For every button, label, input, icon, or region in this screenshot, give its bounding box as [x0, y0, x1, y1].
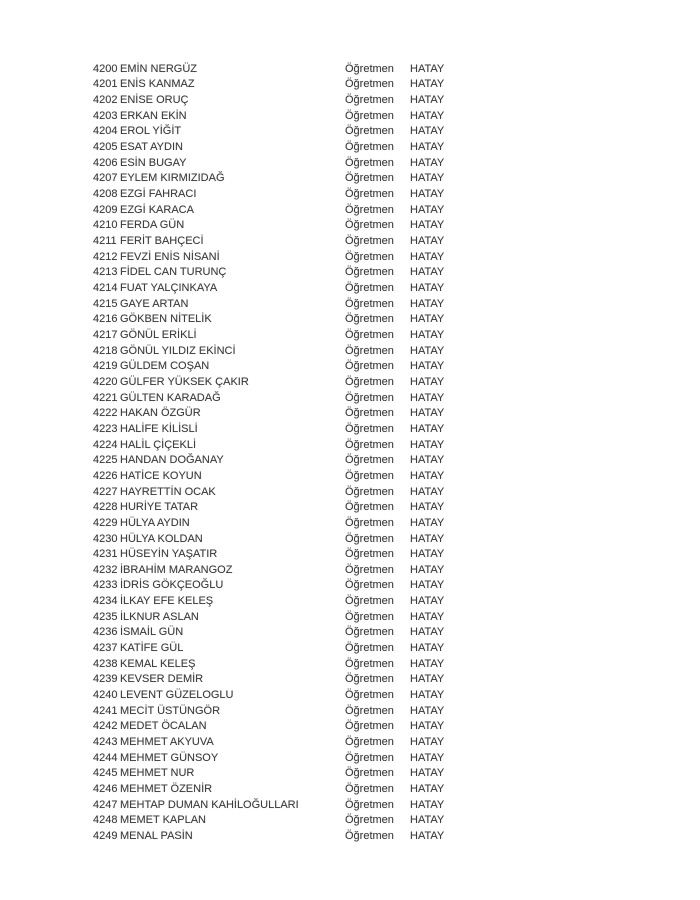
person-province: HATAY — [410, 454, 445, 467]
person-title: Öğretmen — [345, 141, 394, 154]
person-name: İLKNUR ASLAN — [120, 610, 199, 623]
person-province: HATAY — [410, 704, 445, 717]
person-title: Öğretmen — [345, 266, 394, 279]
person-province: HATAY — [410, 720, 445, 733]
row-number: 4236 — [93, 626, 118, 639]
roster-row — [93, 77, 444, 93]
person-title: Öğretmen — [345, 313, 394, 326]
person-title: Öğretmen — [345, 610, 394, 623]
row-number: 4214 — [93, 282, 118, 295]
person-name: HAYRETTİN OCAK — [120, 485, 216, 498]
person-name: GÖNÜL YILDIZ EKİNCİ — [120, 344, 236, 357]
row-number: 4233 — [93, 579, 118, 592]
row-number: 4248 — [93, 814, 118, 827]
row-number: 4201 — [93, 78, 118, 91]
person-name: KEMAL KELEŞ — [120, 657, 196, 670]
person-name: GÜLDEM COŞAN — [120, 360, 210, 373]
person-name: MENAL PASİN — [120, 829, 193, 842]
row-number: 4230 — [93, 532, 118, 545]
row-number: 4249 — [93, 829, 118, 842]
person-name: EROL YİĞİT — [120, 125, 182, 138]
person-title: Öğretmen — [345, 172, 394, 185]
roster-row — [93, 218, 444, 234]
row-number: 4240 — [93, 689, 118, 702]
person-province: HATAY — [410, 626, 445, 639]
person-name: GÜLFER YÜKSEK ÇAKIR — [120, 375, 249, 388]
person-name: HÜLYA AYDIN — [120, 516, 190, 529]
person-province: HATAY — [410, 657, 445, 670]
person-name: MEHMET GÜNSOY — [120, 751, 219, 764]
person-title: Öğretmen — [345, 657, 394, 670]
person-title: Öğretmen — [345, 203, 394, 216]
row-number: 4239 — [93, 673, 118, 686]
roster-row — [93, 531, 444, 547]
person-name: İBRAHİM MARANGOZ — [120, 563, 233, 576]
row-number: 4202 — [93, 94, 118, 107]
person-province: HATAY — [410, 689, 445, 702]
person-province: HATAY — [410, 188, 445, 201]
roster-row — [93, 108, 444, 124]
row-number: 4207 — [93, 172, 118, 185]
person-province: HATAY — [410, 94, 445, 107]
roster-row — [93, 703, 444, 719]
row-number: 4246 — [93, 783, 118, 796]
row-number: 4243 — [93, 736, 118, 749]
person-name: HALİFE KİLİSLİ — [120, 422, 198, 435]
person-name: EYLEM KIRMIZIDAĞ — [120, 172, 225, 185]
person-title: Öğretmen — [345, 814, 394, 827]
person-title: Öğretmen — [345, 454, 394, 467]
row-number: 4217 — [93, 328, 118, 341]
row-number: 4242 — [93, 720, 118, 733]
row-number: 4238 — [93, 657, 118, 670]
person-title: Öğretmen — [345, 783, 394, 796]
roster-row — [93, 656, 444, 672]
row-number: 4219 — [93, 360, 118, 373]
person-title: Öğretmen — [345, 250, 394, 263]
person-province: HATAY — [410, 297, 445, 310]
row-number: 4208 — [93, 188, 118, 201]
person-name: FERİT BAHÇECİ — [120, 235, 204, 248]
person-province: HATAY — [410, 109, 445, 122]
row-number: 4237 — [93, 642, 118, 655]
roster-row — [93, 139, 444, 155]
person-name: MEMET KAPLAN — [120, 814, 206, 827]
person-province: HATAY — [410, 814, 445, 827]
person-title: Öğretmen — [345, 563, 394, 576]
row-number: 4206 — [93, 156, 118, 169]
row-number: 4211 — [93, 235, 117, 248]
person-province: HATAY — [410, 532, 445, 545]
row-number: 4215 — [93, 297, 118, 310]
person-name: MEDET ÖCALAN — [120, 720, 207, 733]
roster-row — [93, 687, 444, 703]
row-number: 4216 — [93, 313, 118, 326]
person-name: ERKAN EKİN — [120, 109, 187, 122]
row-number: 4212 — [93, 250, 118, 263]
roster-row — [93, 280, 444, 296]
person-name: KEVSER DEMİR — [120, 673, 204, 686]
person-province: HATAY — [410, 62, 445, 75]
roster-row — [93, 828, 444, 844]
roster-row — [93, 186, 444, 202]
person-province: HATAY — [410, 266, 445, 279]
row-number: 4220 — [93, 375, 118, 388]
row-number: 4231 — [93, 548, 118, 561]
person-title: Öğretmen — [345, 391, 394, 404]
roster-row — [93, 358, 444, 374]
row-number: 4203 — [93, 109, 118, 122]
row-number: 4244 — [93, 751, 118, 764]
roster-row — [93, 672, 444, 688]
roster-row — [93, 296, 444, 312]
person-name: ENİSE ORUÇ — [120, 94, 189, 107]
person-name: FUAT YALÇINKAYA — [120, 282, 218, 295]
person-name: HURİYE TATAR — [120, 501, 199, 514]
person-name: HÜSEYİN YAŞATIR — [120, 548, 218, 561]
row-number: 4247 — [93, 798, 118, 811]
person-province: HATAY — [410, 156, 445, 169]
person-province: HATAY — [410, 469, 445, 482]
person-title: Öğretmen — [345, 297, 394, 310]
person-name: GÜLTEN KARADAĞ — [120, 391, 221, 404]
roster-row — [93, 374, 444, 390]
person-title: Öğretmen — [345, 501, 394, 514]
person-name: LEVENT GÜZELOGLU — [120, 689, 234, 702]
row-number: 4218 — [93, 344, 118, 357]
roster-row — [93, 405, 444, 421]
roster-row — [93, 625, 444, 641]
person-province: HATAY — [410, 78, 445, 91]
person-title: Öğretmen — [345, 438, 394, 451]
roster-row — [93, 578, 444, 594]
row-number: 4213 — [93, 266, 118, 279]
person-title: Öğretmen — [345, 642, 394, 655]
person-province: HATAY — [410, 516, 445, 529]
person-province: HATAY — [410, 783, 445, 796]
person-province: HATAY — [410, 407, 445, 420]
person-name: HÜLYA KOLDAN — [120, 532, 203, 545]
person-title: Öğretmen — [345, 469, 394, 482]
row-number: 4232 — [93, 563, 118, 576]
person-province: HATAY — [410, 235, 445, 248]
row-number: 4227 — [93, 485, 118, 498]
person-province: HATAY — [410, 751, 445, 764]
person-title: Öğretmen — [345, 94, 394, 107]
row-number: 4200 — [93, 62, 118, 75]
roster-row — [93, 249, 444, 265]
person-name: HALİL ÇİÇEKLİ — [120, 438, 197, 451]
row-number: 4223 — [93, 422, 118, 435]
person-name: EZGİ KARACA — [120, 203, 194, 216]
person-title: Öğretmen — [345, 736, 394, 749]
teacher-roster-list — [93, 61, 444, 844]
person-title: Öğretmen — [345, 422, 394, 435]
person-name: MECİT ÜSTÜNGÖR — [120, 704, 221, 717]
person-name: GÖKBEN NİTELİK — [120, 313, 212, 326]
person-title: Öğretmen — [345, 516, 394, 529]
roster-row — [93, 343, 444, 359]
person-name: İLKAY EFE KELEŞ — [120, 595, 214, 608]
person-province: HATAY — [410, 141, 445, 154]
row-number: 4226 — [93, 469, 118, 482]
person-title: Öğretmen — [345, 375, 394, 388]
person-title: Öğretmen — [345, 219, 394, 232]
roster-row — [93, 766, 444, 782]
person-name: KATİFE GÜL — [120, 642, 184, 655]
person-province: HATAY — [410, 610, 445, 623]
person-title: Öğretmen — [345, 188, 394, 201]
person-name: HATİCE KOYUN — [120, 469, 202, 482]
person-title: Öğretmen — [345, 485, 394, 498]
person-title: Öğretmen — [345, 595, 394, 608]
roster-row — [93, 734, 444, 750]
person-name: ENİS KANMAZ — [120, 78, 195, 91]
person-title: Öğretmen — [345, 704, 394, 717]
person-name: İSMAİL GÜN — [120, 626, 184, 639]
roster-row — [93, 61, 444, 77]
row-number: 4209 — [93, 203, 118, 216]
roster-row — [93, 452, 444, 468]
roster-row — [93, 546, 444, 562]
person-province: HATAY — [410, 422, 445, 435]
person-title: Öğretmen — [345, 767, 394, 780]
person-province: HATAY — [410, 125, 445, 138]
person-province: HATAY — [410, 375, 445, 388]
roster-row — [93, 781, 444, 797]
person-name: MEHMET NUR — [120, 767, 195, 780]
person-province: HATAY — [410, 563, 445, 576]
roster-row — [93, 233, 444, 249]
person-province: HATAY — [410, 328, 445, 341]
person-name: FİDEL CAN TURUNÇ — [120, 266, 227, 279]
roster-row — [93, 499, 444, 515]
row-number: 4205 — [93, 141, 118, 154]
row-number: 4224 — [93, 438, 118, 451]
roster-row — [93, 719, 444, 735]
person-name: İDRİS GÖKÇEOĞLU — [120, 579, 224, 592]
person-title: Öğretmen — [345, 532, 394, 545]
person-name: GAYE ARTAN — [120, 297, 189, 310]
roster-row — [93, 797, 444, 813]
person-title: Öğretmen — [345, 328, 394, 341]
person-title: Öğretmen — [345, 62, 394, 75]
person-title: Öğretmen — [345, 829, 394, 842]
roster-row — [93, 312, 444, 328]
roster-row — [93, 484, 444, 500]
person-title: Öğretmen — [345, 673, 394, 686]
person-province: HATAY — [410, 203, 445, 216]
person-title: Öğretmen — [345, 720, 394, 733]
person-title: Öğretmen — [345, 751, 394, 764]
row-number: 4235 — [93, 610, 118, 623]
roster-row — [93, 421, 444, 437]
person-name: ESAT AYDIN — [120, 141, 183, 154]
person-title: Öğretmen — [345, 156, 394, 169]
roster-row — [93, 202, 444, 218]
person-province: HATAY — [410, 501, 445, 514]
roster-row — [93, 468, 444, 484]
row-number: 4221 — [93, 391, 118, 404]
person-title: Öğretmen — [345, 798, 394, 811]
person-name: EZGİ FAHRACI — [120, 188, 197, 201]
person-name: FEVZİ ENİS NİSANİ — [120, 250, 220, 263]
row-number: 4228 — [93, 501, 118, 514]
row-number: 4245 — [93, 767, 118, 780]
roster-row — [93, 593, 444, 609]
roster-row — [93, 813, 444, 829]
person-province: HATAY — [410, 391, 445, 404]
person-title: Öğretmen — [345, 125, 394, 138]
person-name: MEHTAP DUMAN KAHİLOĞULLARI — [120, 798, 299, 811]
person-province: HATAY — [410, 485, 445, 498]
person-title: Öğretmen — [345, 109, 394, 122]
person-name: MEHMET ÖZENİR — [120, 783, 213, 796]
person-title: Öğretmen — [345, 235, 394, 248]
row-number: 4204 — [93, 125, 118, 138]
roster-row — [93, 609, 444, 625]
roster-row — [93, 124, 444, 140]
row-number: 4229 — [93, 516, 118, 529]
person-province: HATAY — [410, 344, 445, 357]
person-title: Öğretmen — [345, 360, 394, 373]
person-title: Öğretmen — [345, 344, 394, 357]
row-number: 4234 — [93, 595, 118, 608]
roster-row — [93, 327, 444, 343]
row-number: 4210 — [93, 219, 118, 232]
roster-row — [93, 92, 444, 108]
person-province: HATAY — [410, 579, 445, 592]
roster-row — [93, 437, 444, 453]
person-province: HATAY — [410, 798, 445, 811]
roster-row — [93, 640, 444, 656]
person-province: HATAY — [410, 767, 445, 780]
person-name: GÖNÜL ERİKLİ — [120, 328, 197, 341]
person-province: HATAY — [410, 829, 445, 842]
person-province: HATAY — [410, 438, 445, 451]
roster-row — [93, 562, 444, 578]
person-name: MEHMET AKYUVA — [120, 736, 214, 749]
person-title: Öğretmen — [345, 579, 394, 592]
person-name: EMİN NERGÜZ — [120, 62, 197, 75]
person-title: Öğretmen — [345, 407, 394, 420]
person-province: HATAY — [410, 736, 445, 749]
roster-row — [93, 515, 444, 531]
roster-row — [93, 750, 444, 766]
person-title: Öğretmen — [345, 78, 394, 91]
person-province: HATAY — [410, 219, 445, 232]
roster-row — [93, 155, 444, 171]
person-name: ESİN BUGAY — [120, 156, 187, 169]
person-province: HATAY — [410, 172, 445, 185]
person-title: Öğretmen — [345, 626, 394, 639]
person-province: HATAY — [410, 595, 445, 608]
person-province: HATAY — [410, 673, 445, 686]
person-name: HAKAN ÖZGÜR — [120, 407, 201, 420]
row-number: 4241 — [93, 704, 118, 717]
person-province: HATAY — [410, 360, 445, 373]
row-number: 4225 — [93, 454, 118, 467]
person-province: HATAY — [410, 313, 445, 326]
person-name: FERDA GÜN — [120, 219, 185, 232]
person-title: Öğretmen — [345, 548, 394, 561]
person-province: HATAY — [410, 282, 445, 295]
person-province: HATAY — [410, 642, 445, 655]
person-province: HATAY — [410, 250, 445, 263]
roster-row — [93, 390, 444, 406]
person-province: HATAY — [410, 548, 445, 561]
row-number: 4222 — [93, 407, 118, 420]
person-title: Öğretmen — [345, 282, 394, 295]
person-name: HANDAN DOĞANAY — [120, 454, 224, 467]
roster-row — [93, 265, 444, 281]
roster-row — [93, 171, 444, 187]
person-title: Öğretmen — [345, 689, 394, 702]
